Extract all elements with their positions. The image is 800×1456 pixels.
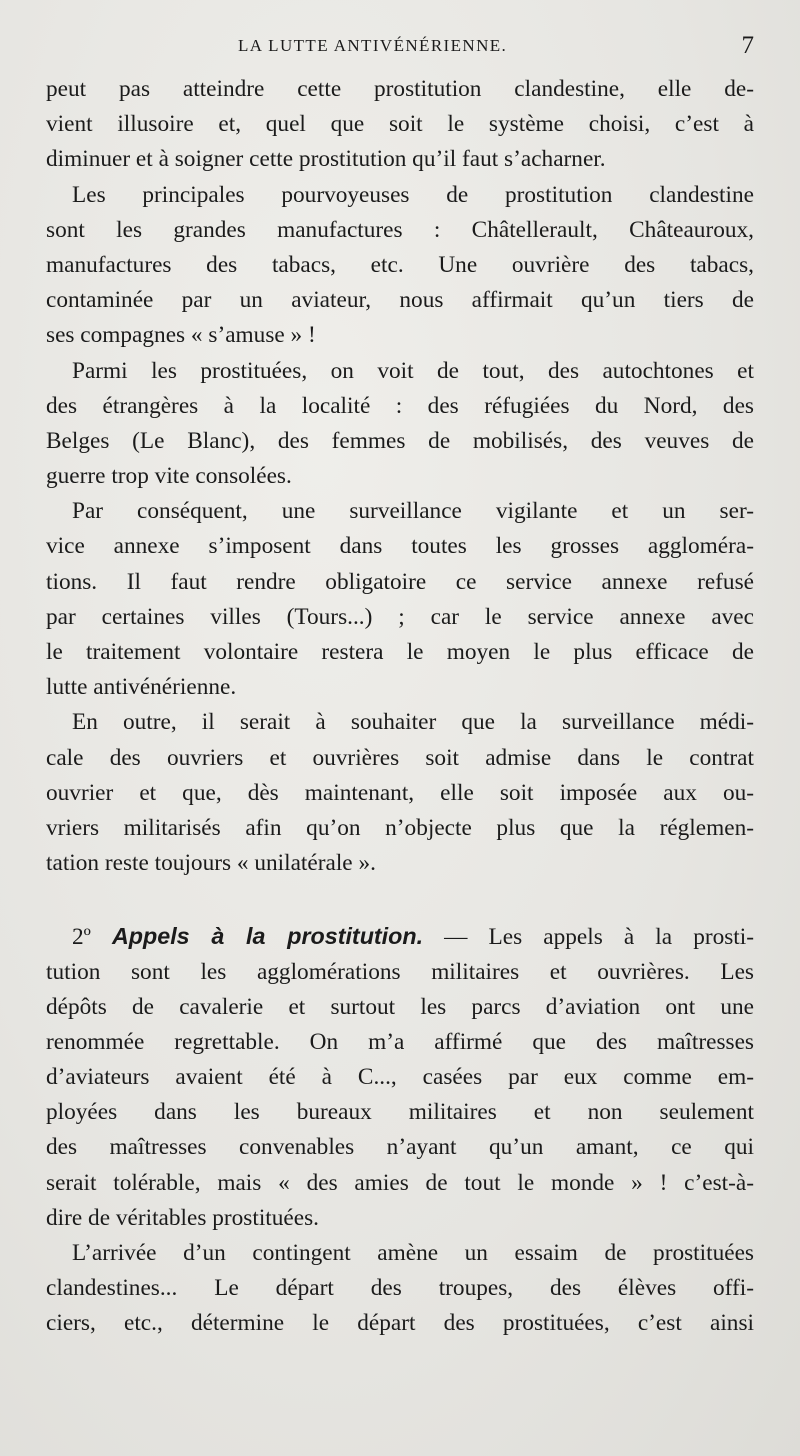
text-line — [46, 494, 754, 529]
line-text: tions. Il faut rendre obligatoire ce service annexe refusé — [46, 568, 754, 595]
line-text: des maîtresses convenables n’ayant qu’un amant, ce qui — [46, 1134, 754, 1161]
text-line — [46, 459, 754, 494]
line-text: Les principales pourvoyeuses de prostitution clandestine — [72, 181, 754, 208]
text-line — [46, 1130, 754, 1165]
text-line — [46, 1306, 754, 1341]
text-line — [46, 776, 754, 811]
text-line — [46, 1095, 754, 1130]
text-line — [46, 248, 754, 283]
text-line — [46, 142, 754, 177]
text-line — [46, 1025, 754, 1060]
text-line — [46, 424, 754, 459]
text-line — [46, 1201, 754, 1236]
line-text: ciers, etc., détermine le départ des prostituées, c’est ainsi — [46, 1310, 754, 1337]
page-number: 7 — [741, 32, 754, 59]
line-text: tution sont les agglomérations militaires et ouvrières. Les — [46, 958, 754, 985]
line-text: des étrangères à la localité : des réfugiées du Nord, des — [46, 392, 754, 419]
section-heading: Appels à la prostitution. — [111, 923, 424, 950]
running-title: LA LUTTE ANTIVÉNÉRIENNE. — [238, 36, 508, 55]
line-text: Belges (Le Blanc), des femmes de mobilisés, des veuves de — [46, 427, 754, 454]
text-line — [46, 955, 754, 990]
text-line — [46, 213, 754, 248]
line-text: diminuer et à soigner cette prostitution qu’il faut s’acharner. — [46, 146, 606, 173]
text-line — [46, 389, 754, 424]
text-line — [46, 1236, 754, 1271]
section-number: 2º — [72, 924, 112, 951]
line-text: clandestines... Le départ des troupes, des élèves offi- — [46, 1275, 754, 1302]
line-text: renommée regrettable. On m’a affirmé que des maîtresses — [46, 1028, 754, 1055]
line-text: serait tolérable, mais « des amies de tout le monde » ! c’est-à- — [46, 1169, 754, 1196]
line-text: ployées dans les bureaux militaires et non seulement — [46, 1099, 754, 1126]
line-text: d’aviateurs avaient été à C..., casées par eux comme em- — [46, 1064, 754, 1091]
line-text: lutte antivénérienne. — [46, 674, 237, 701]
text-line — [46, 1060, 754, 1095]
line-text: L’arrivée d’un contingent amène un essaim de prostituées — [72, 1240, 754, 1266]
line-text: guerre trop vite consolées. — [46, 463, 292, 490]
page-header — [46, 34, 766, 70]
text-line — [46, 705, 754, 740]
text-line — [46, 1166, 754, 1201]
line-text: le traitement volontaire restera le moyen le plus efficace de — [46, 639, 754, 665]
text-line — [46, 600, 754, 635]
line-text: cale des ouvriers et ouvrières soit admise dans le contrat — [46, 744, 754, 771]
text-line — [46, 846, 754, 881]
text-line — [46, 1271, 754, 1306]
line-text: dépôts de cavalerie et surtout les parcs d’aviation ont une — [46, 993, 754, 1020]
text-line — [46, 178, 754, 213]
line-text: — Les appels à la prosti- — [423, 924, 755, 951]
text-line — [46, 565, 754, 600]
text-line — [46, 107, 754, 142]
line-text: par certaines villes (Tours...) ; car le service annexe avec — [46, 603, 754, 630]
line-text: Par conséquent, une surveillance vigilante et un ser- — [72, 498, 754, 525]
line-text: sont les grandes manufactures : Châtellerault, Châteauroux, — [46, 216, 754, 243]
line-text: En outre, il serait à souhaiter que la surveillance médi- — [72, 709, 754, 736]
text-line — [46, 354, 754, 389]
line-text: Parmi les prostituées, on voit de tout, des autochtones et — [72, 357, 754, 384]
text-line — [46, 811, 754, 846]
text-line — [46, 283, 754, 318]
text-line — [46, 318, 754, 353]
line-text: dire de véritables prostituées. — [46, 1204, 319, 1231]
text-line — [46, 919, 754, 954]
text-line — [46, 990, 754, 1025]
text-line — [46, 741, 754, 776]
text-line — [46, 670, 754, 705]
text-line — [46, 72, 754, 107]
line-text: ses compagnes « s’amuse » ! — [46, 322, 316, 349]
line-text: vriers militarisés afin qu’on n’objecte plus que la réglemen- — [46, 814, 754, 841]
line-text: manufactures des tabacs, etc. Une ouvrière des tabacs, — [46, 251, 754, 278]
line-text: peut pas atteindre cette prostitution clandestine, elle de- — [46, 76, 754, 102]
line-text: tation reste toujours « unilatérale ». — [46, 850, 376, 877]
text-line — [46, 635, 754, 670]
section-gap — [46, 881, 754, 919]
line-text: ouvrier et que, dès maintenant, elle soit imposée aux ou- — [46, 779, 754, 806]
line-text: vient illusoire et, quel que soit le système choisi, c’est à — [46, 111, 754, 138]
body-text — [46, 72, 754, 1342]
text-line — [46, 529, 754, 564]
line-text: contaminée par un aviateur, nous affirmait qu’un tiers de — [46, 287, 754, 314]
line-text: vice annexe s’imposent dans toutes les grosses aggloméra- — [46, 533, 754, 560]
